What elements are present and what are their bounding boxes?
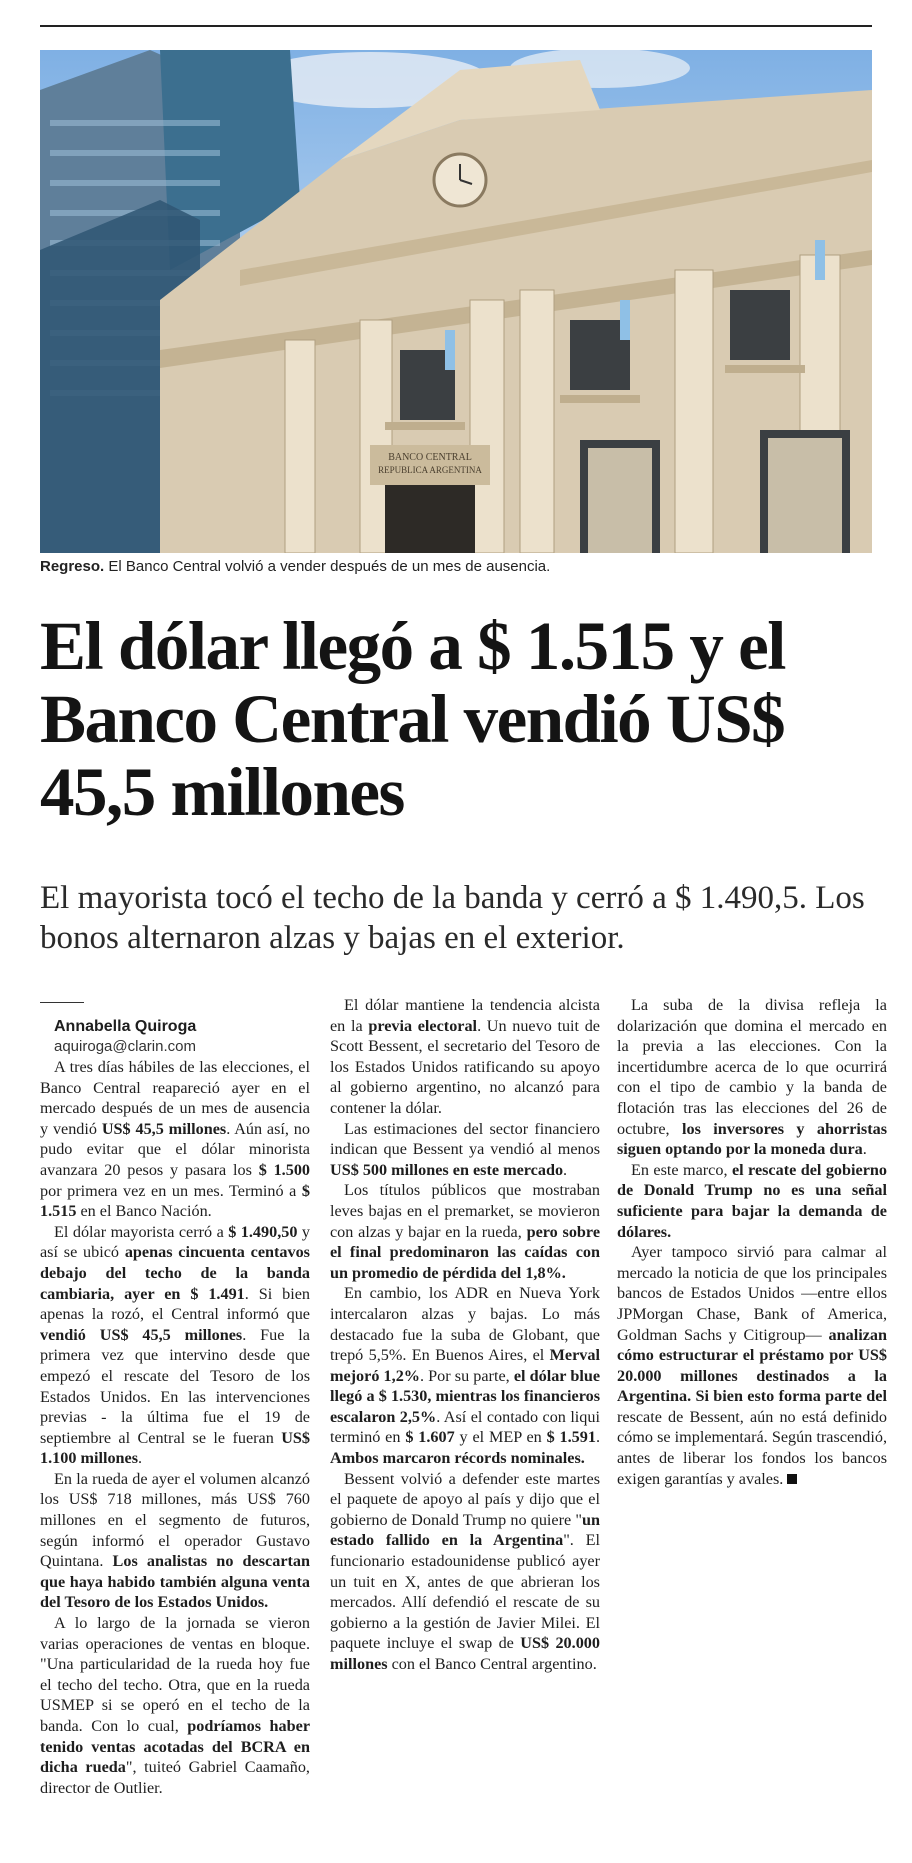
- article-column-1: [40, 995, 310, 1798]
- paragraph-8: En cambio, los ADR en Nueva York intercalaron alzas y bajas. Lo más destacado fue la suba de Globant, que trepó 5,5%. En Buenos Aires, el Merval mejoró 1,2%. Por su parte, el dólar blue llegó a $ 1.530, mientras los financieros escalaron 2,5%. Así el contado con liqui terminó en $ 1.607 y el MEP en $ 1.591. Ambos marcaron récords nominales.: [330, 1284, 601, 1468]
- headline: El dólar llegó a $ 1.515 y el Banco Central vendió US$ 45,5 millones: [40, 608, 785, 830]
- end-of-article-mark: [787, 1474, 797, 1484]
- photo-caption: [40, 558, 872, 575]
- bank-facade-illustration: [40, 50, 872, 553]
- paragraph-3: En la rueda de ayer el volumen alcanzó los US$ 718 millones, más US$ 760 millones en el segmento de futuros, según informó el operador Gustavo Quintana. Los analistas no descartan que haya habido también alguna venta del Tesoro de los Estados Unidos.: [40, 1469, 310, 1612]
- deck-subtitle: El mayorista tocó el techo de la banda y cerró a $ 1.490,5. Los bonos alternaron alzas y bajas en el exterior.: [40, 880, 865, 956]
- paragraph-11: En este marco, el rescate del gobierno de Donald Trump no es una señal suficiente para bajar la demanda de dólares.: [617, 1160, 887, 1241]
- paragraph-2: El dólar mayorista cerró a $ 1.490,50 y así se ubicó apenas cincuenta centavos debajo del techo de la banda cambiaria, ayer en $ 1.491. Si bien apenas la rozó, el Central informó que vendió US$ 45,5 millones. Fue la primera vez que intervino desde que empezó el rescate del Tesoro de los Estados Unidos. En las intervenciones previas - la última fue el 19 de septiembre al Central se le fueran US$ 1.100 millones.: [40, 1222, 310, 1468]
- author-name: Annabella Quiroga: [54, 1018, 197, 1035]
- caption-text: El Banco Central volvió a vender después de un mes de ausencia.: [104, 558, 551, 575]
- article-column-2: [330, 995, 600, 1675]
- caption-label: Regreso.: [40, 558, 105, 575]
- paragraph-9: Bessent volvió a defender este martes el paquete de apoyo al país y dijo que el gobierno de Donald Trump no quiere "un estado fallido en la Argentina". El funcionario estadounidense publicó ayer un tuit en X, antes de que abrieran los mercados. Allí defendió el rescate de su gobierno a la gestión de Javier Milei. El paquete incluye el swap de US$ 20.000 millones con el Banco Central argentino.: [330, 1469, 600, 1673]
- paragraph-10: La suba de la divisa refleja la dolarización que domina el mercado en la previa a las elecciones. Con la incertidumbre acerca de lo que ocurrirá con el tipo de cambio y la banda de flotación tras las elecciones del 26 de octubre, los inversores y ahorristas siguen optando por la moneda dura.: [617, 996, 888, 1159]
- author-email: aquiroga@clarin.com: [54, 1038, 196, 1055]
- facade-inscription-line2: REPUBLICA ARGENTINA: [378, 465, 482, 475]
- paragraph-4: A lo largo de la jornada se vieron varias operaciones de ventas en bloque. "Una particularidad de la rueda hoy fue el techo del techo. Otra, que en la rueda USMEP si se operó en el techo de la banda. Con lo cual, podríamos haber tenido ventas acotadas del BCRA en dicha rueda", tuiteó Gabriel Caamaño, director de Outlier.: [40, 1614, 310, 1797]
- paragraph-6: Las estimaciones del sector financiero indican que Bessent ya vendió al menos US$ 500 millones en este mercado.: [330, 1119, 600, 1179]
- article-column-3: [617, 995, 887, 1489]
- facade-inscription-line1: BANCO CENTRAL: [388, 452, 472, 463]
- paragraph-7: Los títulos públicos que mostraban leves bajas en el premarket, se movieron con alzas y bajar en la rueda, pero sobre el final predominaron las caídas con un promedio de pérdida del 1,8%.: [330, 1181, 601, 1282]
- paragraph-12: Ayer tampoco sirvió para calmar al mercado la noticia de que los principales bancos de Estados Unidos —entre ellos JPMorgan Chase, Bank of America, Goldman Sachs y Citigroup— analizan cómo estructurar el préstamo por US$ 20.000 millones destinados a la Argentina. Si bien esto forma parte del rescate de Bessent, aún no está definido cómo se implementará. Según trascendió, antes de liberar los fondos los bancos exigen garantías y avales.: [617, 1243, 887, 1488]
- paragraph-1: A tres días hábiles de las elecciones, el Banco Central reapareció ayer en el mercado después de un mes de ausencia y vendió US$ 45,5 millones. Aún así, no pudo evitar que el dólar minorista avanzara 20 pesos y pasara los $ 1.500 por primera vez en un mes. Terminó a $ 1.515 en el Banco Nación.: [40, 1058, 311, 1221]
- byline-rule: [40, 1002, 84, 1003]
- top-rule: [40, 25, 872, 27]
- article-photo: [40, 50, 872, 553]
- paragraph-5: El dólar mantiene la tendencia alcista en la previa electoral. Un nuevo tuit de Scott Bessent, el secretario del Tesoro de los Estados Unidos ratificando su apoyo al gobierno argentino, no alcanzó para contener la dólar.: [330, 996, 600, 1117]
